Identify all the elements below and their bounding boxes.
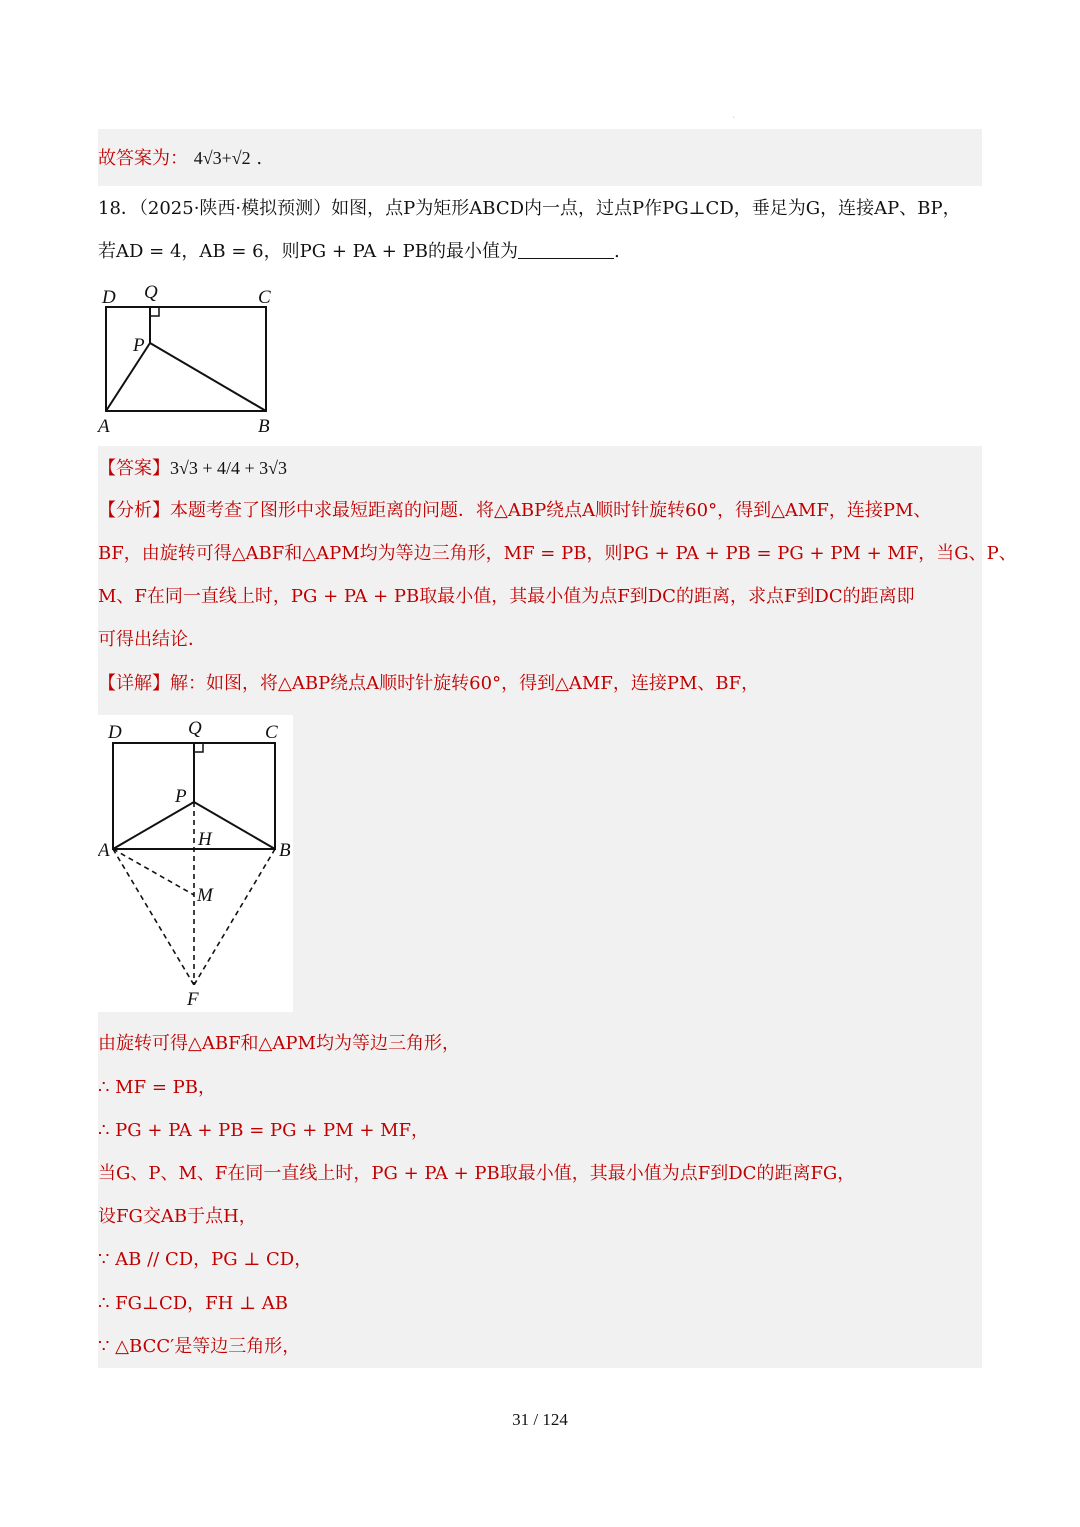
figure-rectangle-abcd <box>96 280 286 438</box>
detail-line-1: 【详解】解：如图，将△ABP绕点A顺时针旋转60°，得到△AMF，连接PM、BF， <box>98 673 760 694</box>
prev-answer-line <box>98 146 982 171</box>
prev-answer-value: 4√3+√2 <box>193 148 251 168</box>
step-1: 由旋转可得△ABF和△APM均为等边三角形， <box>98 1033 460 1054</box>
fig2-label-f: F <box>187 989 199 1010</box>
figure-rotation <box>98 715 293 1012</box>
analysis-line-4: 可得出结论． <box>98 629 206 650</box>
fig2-label-b: B <box>279 840 291 861</box>
problem-line-1: 18．（2025·陕西·模拟预测）如图，点P为矩形ABCD内一点，过点P作PG⊥CD，垂足为G，连接AP、BP， <box>98 198 961 219</box>
step-5: 设FG交AB于点H， <box>98 1206 257 1227</box>
fig2-label-p: P <box>175 786 187 807</box>
fig2-label-c: C <box>265 722 278 743</box>
answer-value: 3√3 + 4/4 + 3√3 <box>170 458 288 478</box>
prev-answer-prefix: 故答案为： <box>98 148 188 169</box>
step-3: ∴ PG + PA + PB = PG + PM + MF， <box>98 1120 430 1141</box>
fig1-label-p: P <box>133 335 145 356</box>
page-mark: ˌ <box>733 112 735 119</box>
fig2-label-d: D <box>108 722 122 743</box>
fig2-label-m: M <box>197 885 213 906</box>
analysis-line-1: 【分析】本题考查了图形中求最短距离的问题．将△ABP绕点A顺时针旋转60°，得到△AMF，连接PM、 <box>98 500 932 521</box>
step-6: ∵ AB // CD，PG ⊥ CD， <box>98 1249 313 1270</box>
analysis-line-3: M、F在同一直线上时，PG + PA + PB取最小值，其最小值为点F到DC的距离，求点F到DC的距离即 <box>98 586 915 607</box>
fig2-label-q: Q <box>188 718 202 739</box>
analysis-line-2: BF，由旋转可得△ABF和△APM均为等边三角形，MF = PB，则PG + PA + PB = PG + PM + MF，当G、P、 <box>98 543 1017 564</box>
step-8: ∵ △BCC′是等边三角形， <box>98 1336 301 1357</box>
fig2-label-h: H <box>198 829 212 850</box>
fig2-label-a: A <box>98 840 110 861</box>
problem-line-2-text: 若AD = 4，AB = 6，则PG + PA + PB的最小值为 <box>98 241 518 262</box>
answer-blank <box>518 240 614 259</box>
answer-line <box>98 456 982 481</box>
fig1-label-d: D <box>102 287 116 308</box>
problem-line-2-end: . <box>613 241 620 262</box>
page-number: 31 / 124 <box>512 1410 568 1429</box>
prev-answer-suffix: . <box>256 148 263 169</box>
fig1-label-a: A <box>98 416 110 437</box>
fig1-label-b: B <box>258 416 270 437</box>
answer-label: 【答案】 <box>98 458 170 479</box>
step-7: ∴ FG⊥CD，FH ⊥ AB <box>98 1293 288 1314</box>
fig1-label-c: C <box>258 287 271 308</box>
step-2: ∴ MF = PB， <box>98 1077 216 1098</box>
fig1-label-q: Q <box>144 282 158 303</box>
step-4: 当G、P、M、F在同一直线上时，PG + PA + PB取最小值，其最小值为点F到DC的距离FG， <box>98 1163 856 1184</box>
problem-line-2 <box>98 240 982 264</box>
